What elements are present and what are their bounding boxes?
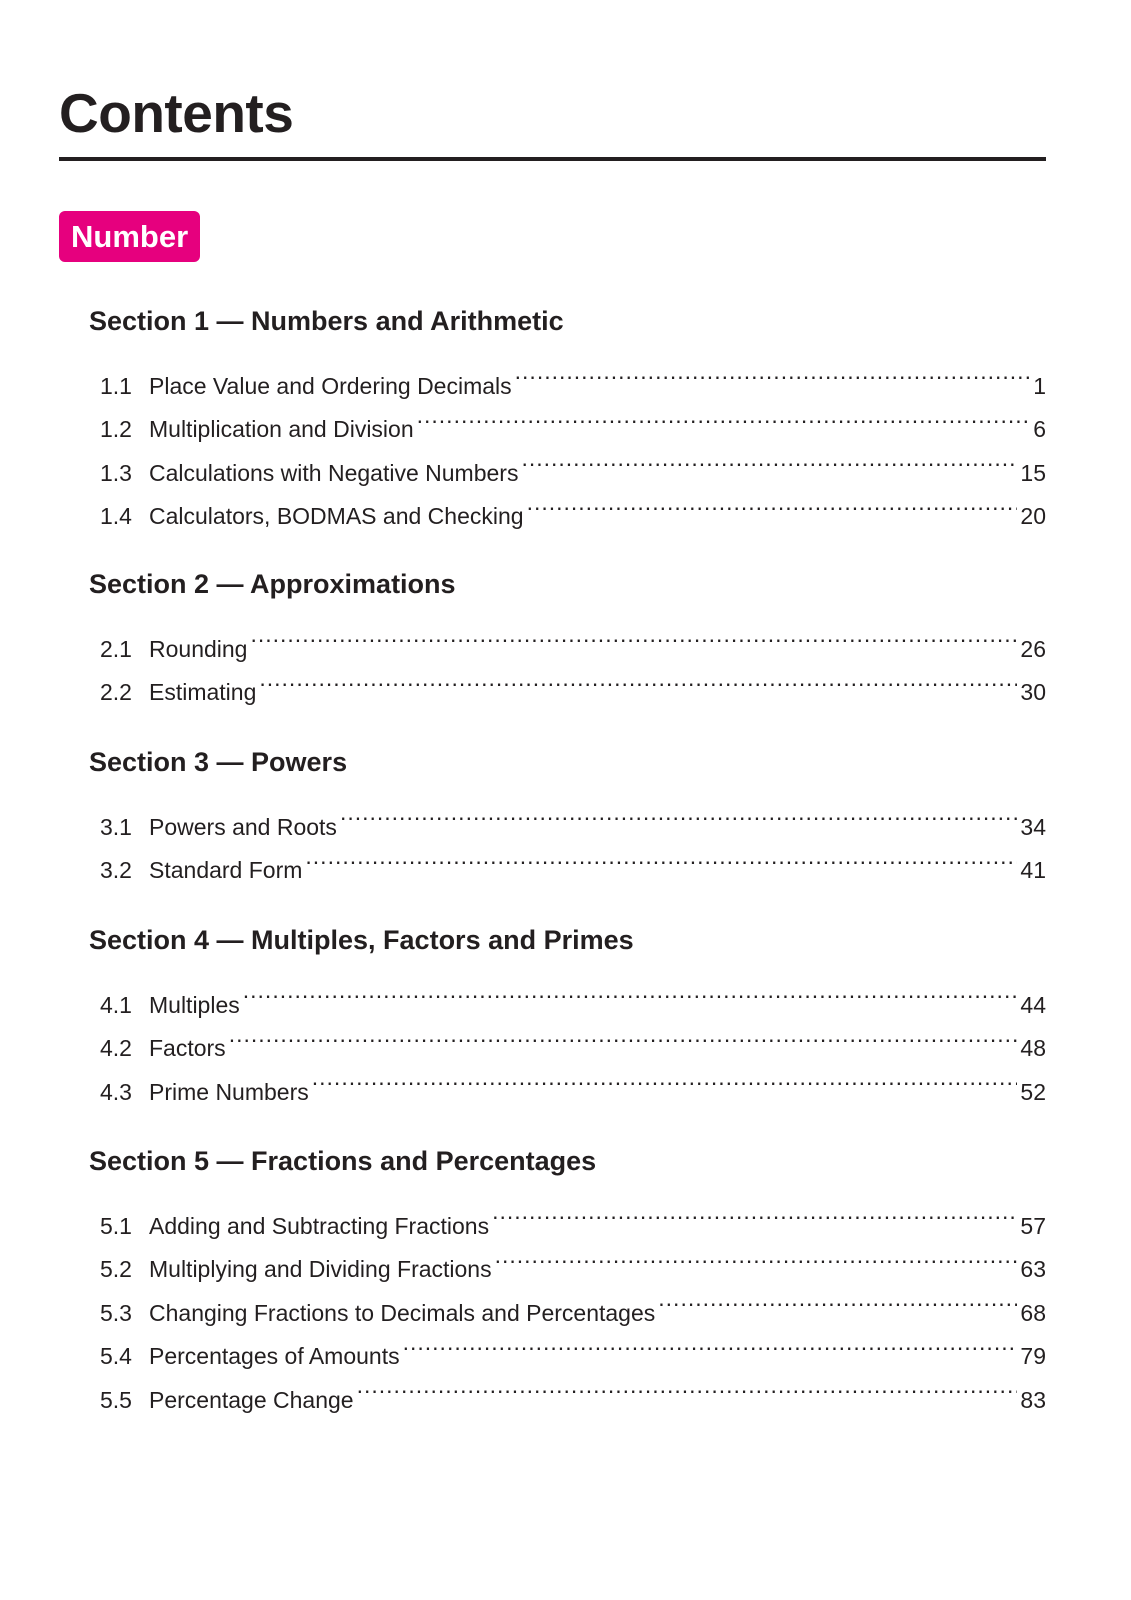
dot-leader <box>515 350 1031 394</box>
entry-page-number: 30 <box>1020 679 1046 705</box>
entry-page-number: 34 <box>1020 813 1046 840</box>
dot-leader <box>495 1234 1018 1278</box>
entry-number: 5.4 <box>100 1343 132 1369</box>
entry-page-number: 20 <box>1020 503 1046 529</box>
entry-title: Powers and Roots <box>149 813 337 840</box>
toc-entry[interactable] <box>89 969 1046 1018</box>
entry-page-number: 79 <box>1020 1343 1046 1369</box>
entry-page-number: 15 <box>1020 459 1046 486</box>
entry-number: 5.1 <box>100 1212 132 1239</box>
title-underline <box>59 157 1046 161</box>
toc-entry[interactable] <box>89 350 1046 399</box>
entry-page-number: 1 <box>1033 372 1046 399</box>
dot-leader <box>403 1321 1018 1365</box>
entry-page-number: 26 <box>1020 635 1046 662</box>
entry-number: 4.1 <box>100 991 132 1018</box>
entry-page-number: 41 <box>1020 857 1046 883</box>
toc-entry[interactable] <box>89 1190 1046 1239</box>
entry-title: Standard Form <box>149 857 303 883</box>
entry-page-number: 68 <box>1020 1299 1046 1326</box>
entry-title: Percentages of Amounts <box>149 1343 400 1369</box>
section-heading: Section 2 — Approximations <box>89 569 456 599</box>
toc-section <box>89 1145 1046 1413</box>
dot-leader <box>243 969 1018 1013</box>
dot-leader <box>312 1056 1018 1100</box>
entry-number: 4.3 <box>100 1078 132 1105</box>
toc-section <box>89 305 1046 529</box>
entry-number: 3.1 <box>100 813 132 840</box>
section-heading: Section 1 — Numbers and Arithmetic <box>89 306 564 336</box>
entry-number: 1.1 <box>100 372 132 399</box>
entry-number: 2.2 <box>100 679 132 705</box>
section-heading: Section 4 — Multiples, Factors and Primes <box>89 925 634 955</box>
entry-title: Calculations with Negative Numbers <box>149 459 519 486</box>
entry-title: Multiples <box>149 991 240 1018</box>
toc-entry[interactable] <box>89 613 1046 662</box>
dot-leader <box>229 1013 1018 1057</box>
entry-number: 4.2 <box>100 1035 132 1061</box>
toc-section <box>89 924 1046 1105</box>
entry-title: Place Value and Ordering Decimals <box>149 372 512 399</box>
entry-title: Multiplying and Dividing Fractions <box>149 1256 492 1282</box>
dot-leader <box>527 481 1018 525</box>
toc-entry[interactable] <box>89 791 1046 840</box>
entry-number: 5.2 <box>100 1256 132 1282</box>
entry-number: 5.3 <box>100 1299 132 1326</box>
dot-leader <box>259 657 1017 701</box>
entry-title: Rounding <box>149 635 248 662</box>
entry-title: Estimating <box>149 679 257 705</box>
entry-page-number: 48 <box>1020 1035 1046 1061</box>
dot-leader <box>340 791 1017 835</box>
entry-page-number: 6 <box>1033 416 1046 442</box>
dot-leader <box>492 1190 1017 1234</box>
section-heading: Section 3 — Powers <box>89 747 348 777</box>
dot-leader <box>250 613 1017 657</box>
page-title: Contents <box>59 82 294 144</box>
entry-number: 5.5 <box>100 1386 132 1413</box>
dot-leader <box>658 1277 1017 1321</box>
dot-leader <box>417 394 1031 438</box>
entry-page-number: 57 <box>1020 1212 1046 1239</box>
toc-entry[interactable] <box>89 1056 1046 1105</box>
entry-page-number: 83 <box>1020 1386 1046 1413</box>
entry-title: Multiplication and Division <box>149 416 414 442</box>
entry-title: Factors <box>149 1035 226 1061</box>
entry-number: 1.4 <box>100 503 132 529</box>
toc-entry[interactable] <box>89 1013 1046 1061</box>
part-badge: Number <box>59 211 200 262</box>
section-heading: Section 5 — Fractions and Percentages <box>89 1146 597 1176</box>
entry-number: 3.2 <box>100 857 132 883</box>
entry-number: 2.1 <box>100 635 132 662</box>
entry-title: Percentage Change <box>149 1386 354 1413</box>
entry-number: 1.2 <box>100 416 132 442</box>
entry-title: Adding and Subtracting Fractions <box>149 1212 490 1239</box>
dot-leader <box>357 1364 1018 1408</box>
entry-title: Prime Numbers <box>149 1078 309 1105</box>
entry-page-number: 63 <box>1020 1256 1046 1282</box>
entry-page-number: 52 <box>1020 1078 1046 1105</box>
toc-section <box>89 746 1046 883</box>
dot-leader <box>521 437 1017 481</box>
entry-title: Changing Fractions to Decimals and Percentages <box>149 1299 656 1326</box>
entry-number: 1.3 <box>100 459 132 486</box>
entry-title: Calculators, BODMAS and Checking <box>149 503 524 529</box>
entry-page-number: 44 <box>1020 991 1046 1018</box>
toc-section <box>89 568 1046 705</box>
dot-leader <box>305 835 1017 879</box>
